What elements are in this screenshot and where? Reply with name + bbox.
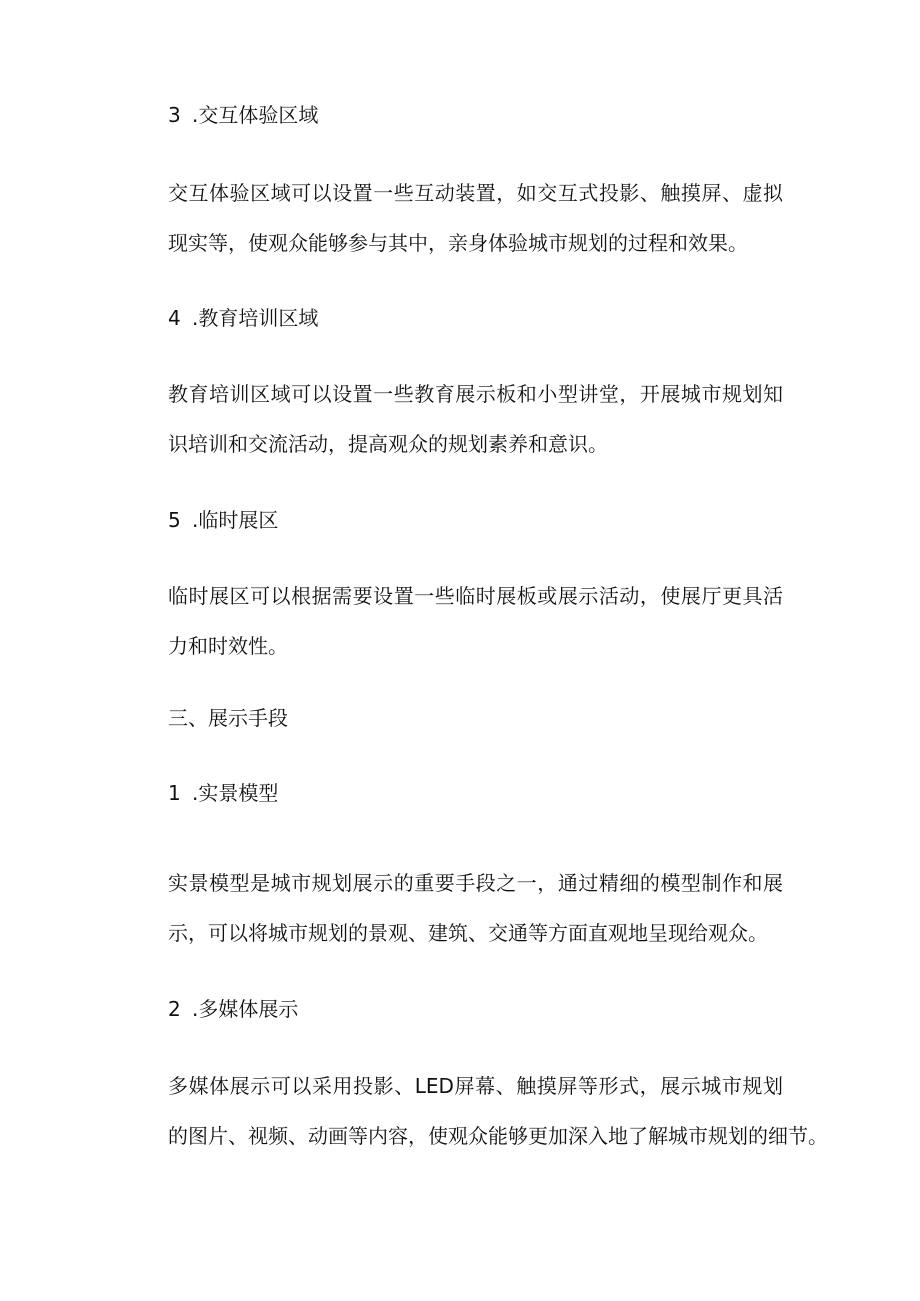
paragraph-line	[168, 432, 783, 456]
paragraph-text: 的图片、视频、动画等内容，使观众能够更加深入地了解城市规划的细节。	[168, 1124, 828, 1148]
paragraph-line	[168, 1074, 783, 1098]
paragraph-text: 示，可以将城市规划的景观、建筑、交通等方面直观地呈现给观众。	[168, 921, 768, 945]
section-heading	[168, 103, 318, 127]
paragraph-text: 临时展区可以根据需要设置一些临时展板或展示活动，使展厅更具活	[168, 584, 783, 608]
section-heading	[168, 781, 278, 805]
paragraph-text: 现实等，使观众能够参与其中，亲身体验城市规划的过程和效果。	[168, 231, 748, 255]
paragraph-line	[168, 231, 783, 255]
paragraph-line	[168, 871, 783, 895]
paragraph-line	[168, 634, 783, 658]
section-title: .教育培训区域	[192, 306, 319, 330]
paragraph-line	[168, 584, 783, 608]
paragraph-text: 多媒体展示可以采用投影、LED屏幕、触摸屏等形式，展示城市规划	[168, 1074, 783, 1098]
section-number: 4	[168, 306, 181, 330]
paragraph-line	[168, 1124, 828, 1148]
section-heading	[168, 997, 298, 1021]
section-title: .交互体验区域	[192, 103, 319, 127]
section-title: .多媒体展示	[192, 997, 299, 1021]
section-number: 1	[168, 781, 181, 805]
chapter-heading: 三、展示手段	[168, 706, 288, 730]
paragraph-text: 识培训和交流活动，提高观众的规划素养和意识。	[168, 432, 608, 456]
paragraph-text: 力和时效性。	[168, 634, 288, 658]
section-heading	[168, 306, 318, 330]
paragraph-line	[168, 921, 783, 945]
section-number: 5	[168, 508, 181, 532]
paragraph-line	[168, 181, 783, 205]
section-number: 2	[168, 997, 181, 1021]
section-heading	[168, 508, 278, 532]
paragraph-text: 交互体验区域可以设置一些互动装置，如交互式投影、触摸屏、虚拟	[168, 181, 783, 205]
paragraph-text: 实景模型是城市规划展示的重要手段之一，通过精细的模型制作和展	[168, 871, 783, 895]
paragraph-text: 教育培训区域可以设置一些教育展示板和小型讲堂，开展城市规划知	[168, 382, 783, 406]
section-title: .实景模型	[192, 781, 279, 805]
paragraph-line	[168, 382, 783, 406]
section-title: .临时展区	[192, 508, 279, 532]
section-number: 3	[168, 103, 181, 127]
